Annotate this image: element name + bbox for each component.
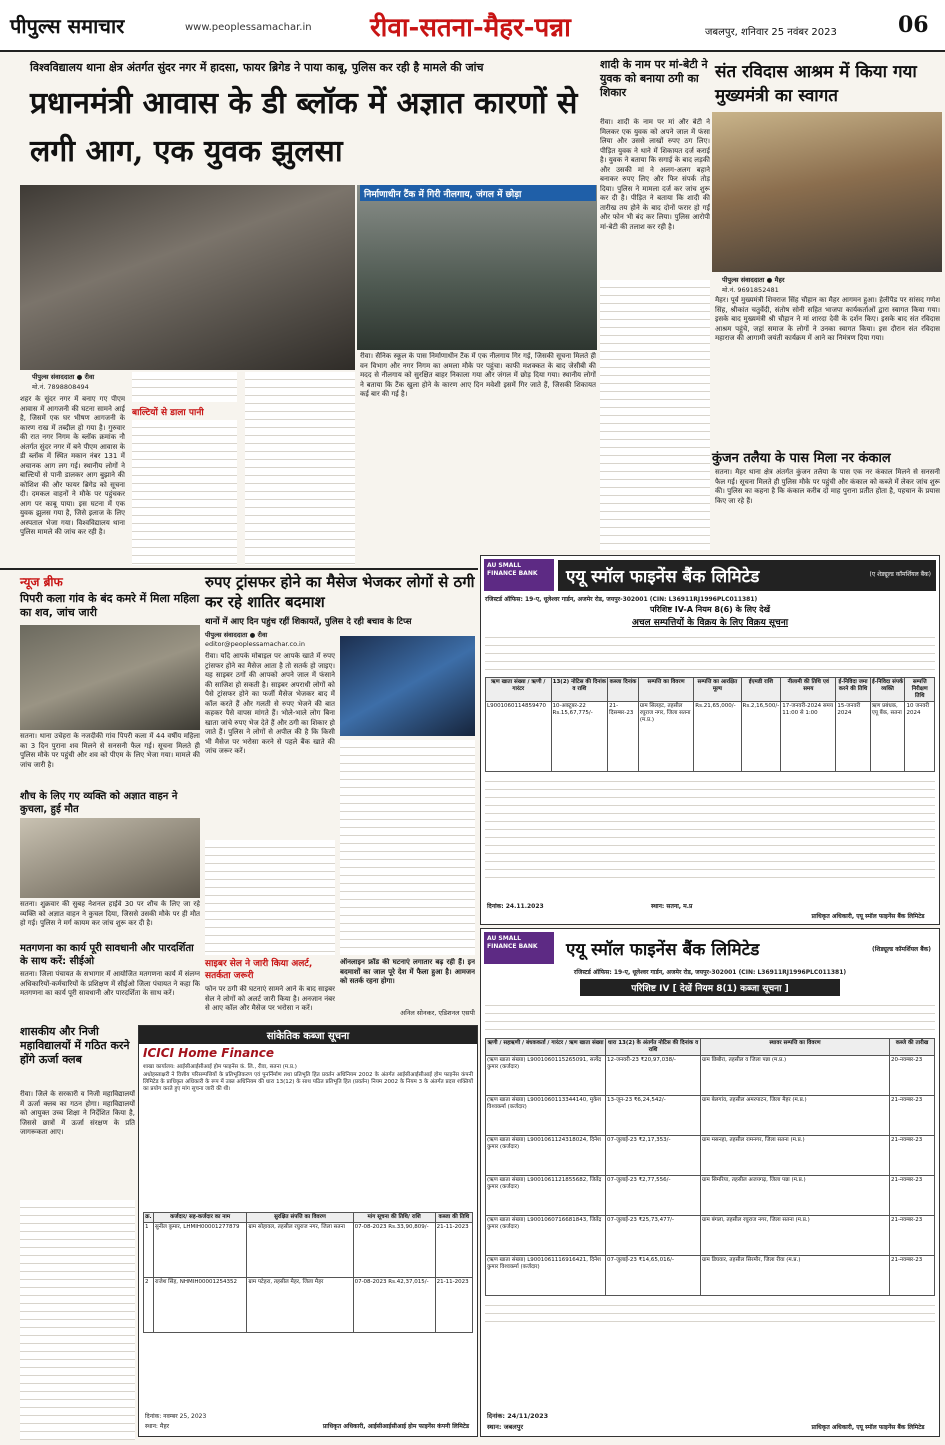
au-col: ई-निविदा संपर्क व्यक्ति bbox=[870, 678, 905, 702]
col3-subhead: कुंजन तलैया के पास मिला नर कंकाल bbox=[712, 451, 891, 466]
col2-body-cont bbox=[600, 280, 710, 550]
cell: ग्राम डिघवार, तहसील सिरमौर, जिला रीवा (म.प्र.) bbox=[701, 1256, 890, 1296]
fraud-body: रीवा। यदि आपके मोबाइल पर आपके खाते में रुपए ट्रांसफर होने का मैसेज आता है तो सतर्क हो जाइए। यह साइबर ठगों की आपको अपने जाल में फंसाने की साजिश हो सकती है। साइबर अपराधी लोगों को पैसे ट्रांसफर होने का फर्जी मैसेज भेजकर बाद में कॉल करते हैं और गलती से रुपए भेजने की बात कहकर पैसे वापस मांगते हैं। भोले-भाले लोग बिना खाता जांचे रुपए भेज देते हैं और ठगी का शिकार हो जाते हैं। पुलिस ने लोगों से अपील की है कि किसी भी मैसेज पर भरोसा करने से पहले बैंक खाते की जांच जरूर करें। bbox=[205, 652, 335, 755]
au2-rule: परिशिष्ट IV [ देखें नियम 8(1) कब्जा सूचना ] bbox=[580, 979, 840, 996]
au-place: स्थान: सतना, म.प्र bbox=[651, 903, 693, 910]
cell: 15-जनवरी 2024 bbox=[836, 702, 870, 772]
au-terms bbox=[485, 774, 935, 879]
cell: 21-नवम्बर-23 bbox=[890, 1136, 935, 1176]
cell: Rs.21,65,000/- bbox=[694, 702, 741, 772]
cell: 21-नवम्बर-23 bbox=[890, 1216, 935, 1256]
dateline: जबलपुर, शनिवार 25 नवंबर 2023 bbox=[705, 27, 837, 38]
au-col: सम्पत्ति निरीक्षण तिथि bbox=[905, 678, 935, 702]
cell: 21-नवम्बर-23 bbox=[890, 1096, 935, 1136]
brief-b2: सतना। शुक्रवार की सुबह नेशनल हाईवे 30 पर शौच के लिए जा रहे व्यक्ति को अज्ञात वाहन ने कुचल दिया, जिससे उसकी मौके पर ही मौत हो गई। पुलिस ने मर्ग कायम कर जांच शुरू कर दी है। bbox=[20, 900, 200, 927]
cell: 07-जुलाई-23 ₹2,77,556/- bbox=[606, 1176, 701, 1216]
au-signoff: प्राधिकृत अधिकारी, एयू स्मॉल फाइनेंस बैंक लिमिटेड bbox=[811, 913, 925, 920]
table-row bbox=[144, 1223, 473, 1278]
au2-place: स्थान: जबलपुर bbox=[487, 1423, 523, 1431]
au-col: ईएमडी राशि bbox=[741, 678, 781, 702]
brief-b4-cont bbox=[20, 1200, 135, 1440]
au2-footer-text bbox=[485, 1298, 935, 1328]
fraud-sub-body: फोन पर ठगी की घटनाएं सामने आने के बाद साइबर सेल ने लोगों को अलर्ट जारी किया है। अनजान नंबर से आए कॉल और मैसेज पर भरोसा न करें। bbox=[205, 985, 335, 1012]
cell: 07-08-2023 Rs.33,90,809/- bbox=[353, 1223, 435, 1278]
icici-table bbox=[143, 1212, 473, 1333]
cell: 07-08-2023 Rs.42,37,015/- bbox=[353, 1278, 435, 1333]
brief-h4: शासकीय और निजी महाविद्यालयों में गठित करने होंगे ऊर्जा क्लब bbox=[20, 1025, 130, 1066]
fraud-quote-by: अनिल सोनकर, एडिशनल एसपी bbox=[400, 1009, 475, 1017]
cell: (ऋण खाता संख्या) L9001061121855682, जितेंद्र कुमार (कर्जदार) bbox=[486, 1176, 606, 1216]
nilgai-body: रीवा। सैनिक स्कूल के पास निर्माणाधीन टैंक में एक नीलगाय गिर गई, जिसकी सूचना मिलते ही वन विभाग और नगर निगम का अमला मौके पर पहुंचा। काफी मशक्कत के बाद जेसीबी की मदद से नीलगाय को सुरक्षित बाहर निकाला गया और जंगल में छोड़ दिया गया। स्थानीय लोगों ने बताया कि टैंक खुला होने के कारण आए दिन मवेशी इसमें गिर जाते हैं, जिसकी शिकायत कई बार की गई है। bbox=[360, 352, 596, 398]
au-col: सम्पत्ति का विवरण bbox=[638, 678, 693, 702]
au-bank-name: एयू स्मॉल फाइनेंस बैंक लिमिटेड bbox=[558, 560, 936, 591]
cell: 1 bbox=[144, 1223, 154, 1278]
fraud-photo bbox=[340, 636, 475, 736]
icici-notice bbox=[138, 1025, 478, 1437]
col3-photo bbox=[712, 112, 942, 272]
au-sale-table bbox=[485, 677, 935, 772]
au2-legal-text bbox=[485, 998, 935, 1036]
fraud-body-col1b bbox=[205, 840, 335, 955]
cell: सुनील कुमार, LHMIH00001277879 bbox=[153, 1223, 246, 1278]
au2-col: स्थावर सम्पत्ति का विवरण bbox=[701, 1039, 890, 1056]
lead-kicker: विश्वविद्यालय थाना क्षेत्र अंतर्गत सुंदर नगर में हादसा, फायर ब्रिगेड ने पाया काबू, पुलिस कर रही है मामले की जांच bbox=[30, 61, 484, 74]
au-col: सम्पत्ति का आरक्षित मूल्य bbox=[694, 678, 741, 702]
col2-headline: शादी के नाम पर मां-बेटी ने युवक को बनाया ठगी का शिकार bbox=[600, 58, 708, 99]
au2-address: रजिस्टर्ड ऑफिस: 19-ए, धूलेश्वर गार्डन, अजमेर रोड, जयपुर-302001 (CIN: L36911RJ1996PLC011381) bbox=[573, 969, 847, 976]
table-row bbox=[486, 1096, 935, 1136]
cell: ग्राम छिबौरा, तहसील व जिला पन्ना (म.प्र.) bbox=[701, 1056, 890, 1096]
au-col: ई-निविदा जमा करने की तिथि bbox=[836, 678, 870, 702]
cell: 21-11-2023 bbox=[435, 1278, 472, 1333]
brief-b1: सतना। थाना उचेहरा के नजदीकी गांव पिपरी कला में 44 वर्षीय महिला का 3 दिन पुराना शव मिलने से सनसनी फैल गई। सूचना मिलते ही पुलिस मौके पर पहुंची और शव को पीएम के लिए भेजा गया। मामले की जांच जारी है। bbox=[20, 732, 200, 769]
icici-logo: ICICI Home Finance bbox=[143, 1046, 275, 1060]
col3-byline: पीपुल्स संवाददाता ● मैहर bbox=[722, 276, 785, 284]
col3-headline: संत रविदास आश्रम में किया गया मुख्यमंत्री का स्वागत bbox=[715, 62, 917, 106]
brief-b4: रीवा। जिले के सरकारी व निजी महाविद्यालयों में ऊर्जा क्लब का गठन होगा। महाविद्यालयों को आयुक्त उच्च शिक्षा ने निर्देशित किया है, जिससे छात्रों में ऊर्जा संरक्षण के प्रति जागरूकता आए। bbox=[20, 1090, 135, 1136]
cell: 20-नवम्बर-23 bbox=[890, 1056, 935, 1096]
icici-col: कब्जा की तिथि bbox=[435, 1213, 472, 1223]
table-row bbox=[486, 1056, 935, 1096]
au-col: नीलामी की तिथि एवं समय bbox=[781, 678, 836, 702]
table-row bbox=[144, 1278, 473, 1333]
cell: ग्राम सिलहट, तहसील रघुराज नगर, जिला सतना (म.प्र.) bbox=[638, 702, 693, 772]
col3-sub-body: सतना। मैहर थाना क्षेत्र अंतर्गत कुंजन तलैया के पास एक नर कंकाल मिलने से सनसनी फैल गई। सूचना मिलते ही पुलिस मौके पर पहुंची और कंकाल को कब्जे में लेकर जांच शुरू की। पुलिस का कहना है कि कंकाल करीब दो माह पुराना प्रतीत होता है, पहचान के प्रयास किए जा रहे हैं। bbox=[715, 468, 940, 505]
icici-col: मांग सूचना की तिथि/ राशि bbox=[353, 1213, 435, 1223]
au2-signoff: प्राधिकृत अधिकारी, एयू स्मॉल फाइनेंस बैंक लिमिटेड bbox=[811, 1424, 925, 1431]
cell: (ऋण खाता संख्या) L9001060115265091, सत्येंद्र कुमार (कर्जदार) bbox=[486, 1056, 606, 1096]
cell: 10 जनवरी 2024 bbox=[905, 702, 935, 772]
site-url[interactable]: www.peoplessamachar.in bbox=[185, 22, 312, 33]
brief-h1: पिपरी कला गांव के बंद कमरे में मिला महिला का शव, जांच जारी bbox=[20, 592, 200, 619]
brief-photo2 bbox=[20, 818, 200, 898]
cell: (ऋण खाता संख्या) L9001060113344140, मुकेश विश्वकर्मा (कर्जदार) bbox=[486, 1096, 606, 1136]
au2-col: कब्जे की तारीख bbox=[890, 1039, 935, 1056]
au2-bank-sub: (शिड्यूल्ड कॉमर्शियल बैंक) bbox=[872, 946, 931, 953]
col3-mobile: मो.नं. 9691852481 bbox=[722, 286, 779, 294]
icici-body: अधोहस्ताक्षरी ने वित्तीय परिसम्पत्तियों के प्रतिभूतिकरण एवं पुनर्निर्माण तथा प्रतिभूति हित प्रवर्तन अधिनियम 2002 के अंतर्गत आईसीआईसीआई होम फाइनेंस कंपनी लिमिटेड के प्राधिकृत अधिकारी के रूप में उक्त अधिनियम की धारा 13(12) के साथ पठित प्रतिभूति हित (प्रवर्तन) नियम 2002 के नियम 3 के अंतर्गत प्रदत्त शक्तियों का प्रयोग करते हुए मांग सूचना जारी की थी। bbox=[143, 1072, 473, 1092]
cell: 21-नवम्बर-23 bbox=[890, 1256, 935, 1296]
fraud-email[interactable]: editor@peoplessamachar.co.in bbox=[205, 640, 305, 648]
au-rule: परिशिष्ट IV-A नियम 8(6) के लिए देखें bbox=[649, 605, 771, 614]
au-col: 13(2) नोटिस की दिनांक व राशि bbox=[551, 678, 608, 702]
cell: 13-जून-23 ₹6,24,542/- bbox=[606, 1096, 701, 1136]
cell: (ऋण खाता संख्या) L9001060716681843, जितेंद्र कुमार (कर्जदार) bbox=[486, 1216, 606, 1256]
lead-body-col2b bbox=[132, 420, 237, 565]
cell: 21-नवम्बर-23 bbox=[890, 1176, 935, 1216]
au-title: अचल सम्पत्तियों के विक्रय के लिए विक्रय सूचना bbox=[631, 618, 789, 628]
fraud-headline: रुपए ट्रांसफर होने का मैसेज भेजकर लोगों से ठगी कर रहे शातिर बदमाश bbox=[205, 573, 475, 611]
table-row bbox=[486, 1216, 935, 1256]
cell: Rs.2,16,500/- bbox=[741, 702, 781, 772]
brief-b3: सतना। जिला पंचायत के सभागार में आयोजित मतगणना कार्य में संलग्न अधिकारियों-कर्मचारियों के प्रशिक्षण में सीईओ जिला पंचायत ने कहा कि मतगणना का कार्य पूरी सावधानी और पारदर्शिता के साथ करें। bbox=[20, 970, 200, 997]
brief-label: न्यूज ब्रीफ bbox=[20, 575, 63, 589]
cell: L9001060114859470 bbox=[486, 702, 552, 772]
cell: (ऋण खाता संख्या) L9001061124318024, दिनेश कुमार (कर्जदार) bbox=[486, 1136, 606, 1176]
au2-date: दिनांक: 24/11/2023 bbox=[487, 1412, 549, 1420]
brief-h2: शौच के लिए गए व्यक्ति को अज्ञात वाहन ने कुचला, हुई मौत bbox=[20, 791, 178, 815]
au-possession-notice bbox=[480, 928, 940, 1437]
lead-subhead: बाल्टियों से डाला पानी bbox=[132, 408, 204, 418]
icici-date: दिनांक: नवम्बर 25, 2023 bbox=[145, 1413, 207, 1420]
cell: 2 bbox=[144, 1278, 154, 1333]
page-number: 06 bbox=[898, 12, 929, 38]
icici-title: सांकेतिक कब्जा सूचना bbox=[139, 1026, 477, 1044]
icici-col: क्र. bbox=[144, 1213, 154, 1223]
au-legal-text bbox=[485, 630, 935, 675]
masthead bbox=[0, 0, 945, 52]
au-sale-notice bbox=[480, 555, 940, 925]
table-row bbox=[486, 702, 935, 772]
divider bbox=[0, 568, 478, 570]
brief-h3: मतगणना का कार्य पूरी सावधानी और पारदर्शिता के साथ करें: सीईओ bbox=[20, 943, 194, 967]
au-col: ऋण खाता संख्या / ऋणी / गारंटर bbox=[486, 678, 552, 702]
au2-table bbox=[485, 1038, 935, 1296]
icici-col: सुरक्षित संपत्ति का विवरण bbox=[247, 1213, 353, 1223]
lead-byline: पीपुल्स संवाददाता ● रीवा bbox=[32, 373, 95, 381]
fraud-body-col2 bbox=[340, 740, 475, 955]
au-logo: AU SMALL FINANCE BANK bbox=[484, 559, 554, 591]
table-row bbox=[486, 1256, 935, 1296]
region-title: रीवा-सतना-मैहर-पन्ना bbox=[370, 13, 571, 43]
cell: 07-जुलाई-23 ₹2,17,353/- bbox=[606, 1136, 701, 1176]
lead-body-col2 bbox=[132, 372, 237, 402]
brief-photo1 bbox=[20, 625, 200, 730]
au2-bank-name: एयू स्मॉल फाइनेंस बैंक लिमिटेड bbox=[566, 939, 760, 960]
lead-body-col3 bbox=[245, 372, 355, 565]
au2-col: ऋणी / सहऋणी / बंधककर्ता / गारंटर / ऋण खाता संख्या bbox=[486, 1039, 606, 1056]
nilgai-caption: निर्माणाधीन टैंक में गिरी नीलगाय, जंगल में छोड़ा bbox=[360, 185, 596, 201]
fraud-quote: ऑनलाइन फ्रॉड की घटनाएं लगातार बढ़ रही हैं। इन बदमाशों का जाल पूरे देश में फैला हुआ है। आमजन को सतर्क रहना होगा। bbox=[340, 958, 475, 985]
cell: ग्राम पटेहरा, तहसील मैहर, जिला मैहर bbox=[247, 1278, 353, 1333]
cell: 10-अक्टूबर-22 Rs.15,67,775/- bbox=[551, 702, 608, 772]
au-bank-sub: (ए शेड्यूल्ड कॉमर्शियल बैंक) bbox=[869, 571, 931, 578]
cell: ग्राम सोहावल, तहसील रघुराज नगर, जिला सतना bbox=[247, 1223, 353, 1278]
table-row bbox=[486, 1176, 935, 1216]
col2-body: रीवा। शादी के नाम पर मां और बेटी ने मिलकर एक युवक को अपने जाल में फंसा लिया और उससे लाखों रुपए ठग लिए। पीड़ित युवक ने थाने में शिकायत दर्ज कराई है। युवक ने बताया कि सगाई के बाद लड़की और उसकी मां ने अलग-अलग बहाने बनाकर रुपए लिए और फिर संपर्क तोड़ दिया। पुलिस ने मामला दर्ज कर जांच शुरू कर दी है। पीड़ित ने बताया कि शादी की तारीख तय होने के बाद दोनों फरार हो गईं और फोन भी बंद कर लिया। पुलिस आरोपी मां-बेटी की तलाश कर रही है। bbox=[600, 118, 710, 231]
au-col: कब्जा दिनांक bbox=[608, 678, 639, 702]
cell: (ऋण खाता संख्या) L9001061116916421, दिनेश कुमार विश्वकर्मा (कर्जदार) bbox=[486, 1256, 606, 1296]
icici-place: स्थान: मैहर bbox=[145, 1423, 170, 1430]
cell: 07-जुलाई-23 ₹25,73,477/- bbox=[606, 1216, 701, 1256]
cell: 21-11-2023 bbox=[435, 1223, 472, 1278]
cell: 21-दिसम्बर-23 bbox=[608, 702, 639, 772]
icici-col: कर्जदार/ सह-कर्जदार का नाम bbox=[153, 1213, 246, 1223]
au2-logo: AU SMALL FINANCE BANK bbox=[484, 932, 554, 964]
cell: ऋण प्रबंधक, एयू बैंक, सतना bbox=[870, 702, 905, 772]
col3-body: मैहर। पूर्व मुख्यमंत्री शिवराज सिंह चौहान का मैहर आगमन हुआ। हेलीपैड पर सांसद गणेश सिंह, श्रीकांत चतुर्वेदी, संतोष सोनी सहित भाजपा कार्यकर्ताओं द्वारा स्वागत किया गया। इसके बाद मुख्यमंत्री श्री चौहान ने मां शारदा देवी के दर्शन किए। इसके बाद संत रविदास आश्रम पहुंचे, जहां समाज के लोगों ने उनका स्वागत किया। इस दौरान संत रविदास महाराज की आगामी जयंती कार्यक्रम में आने का निमंत्रण दिया गया। bbox=[715, 296, 940, 342]
logo: पीपुल्स समाचार bbox=[10, 14, 125, 38]
icici-signoff: प्राधिकृत अधिकारी, आईसीआईसीआई होम फाइनेंस कंपनी लिमिटेड bbox=[322, 1423, 470, 1430]
lead-body-col1: शहर के सुंदर नगर में बनाए गए पीएम आवास में आगजनी की घटना सामने आई है, जिसमें एक घर भीषण आगजनी के कारण राख में तब्दील हो गया है। गुरुवार की रात नगर निगम के ब्लॉक क्रमांक नौ अंतर्गत सुंदर नगर में बने पीएम आवास के डी ब्लॉक में स्थित मकान नंबर 131 में अचानक आग लग गई। स्थानीय लोगों ने बाल्टियों से पानी डालकर आग बुझाने की कोशिश की और फायर ब्रिगेड को सूचना दी। दमकल वाहनों ने मौके पर पहुंचकर आग पर काबू पाया। इस घटना में एक युवक झुलस गया है, जिसे इलाज के लिए अस्पताल भेजा गया। विश्वविद्यालय थाना पुलिस मामले की जांच कर रही है। bbox=[20, 395, 125, 536]
nilgai-photo bbox=[357, 185, 597, 350]
au2-col: धारा 13(2) के अंतर्गत नोटिस की दिनांक व राशि bbox=[606, 1039, 701, 1056]
cell: ग्राम बेलगांव, तहसील अमरपाटन, जिला मैहर (म.प्र.) bbox=[701, 1096, 890, 1136]
cell: ग्राम सिमरिया, तहसील अजयगढ़, जिला पन्ना (म.प्र.) bbox=[701, 1176, 890, 1216]
cell: ग्राम मसनहा, तहसील रामनगर, जिला सतना (म.प्र.) bbox=[701, 1136, 890, 1176]
fraud-subhead: साइबर सेल ने जारी किया अलर्ट, सतर्कता जरूरी bbox=[205, 959, 313, 981]
cell: राजेश सिंह, NHMIH00001254352 bbox=[153, 1278, 246, 1333]
cell: 12-जनवरी-23 ₹20,97,038/- bbox=[606, 1056, 701, 1096]
lead-photo bbox=[20, 185, 355, 370]
fraud-deck: थानों में आए दिन पहुंच रहीं शिकायतें, पुलिस दे रही बचाव के टिप्स bbox=[205, 617, 412, 627]
cell: 07-जुलाई-23 ₹14,65,016/- bbox=[606, 1256, 701, 1296]
lead-mobile: मो.नं. 7898808494 bbox=[32, 383, 89, 391]
au-address: रजिस्टर्ड ऑफिस: 19-ए, धूलेश्वर गार्डन, अजमेर रोड, जयपुर-302001 (CIN: L36911RJ1996PLC011381) bbox=[485, 596, 758, 603]
fraud-byline: पीपुल्स संवाददाता ● रीवा bbox=[205, 631, 268, 639]
lead-headline: प्रधानमंत्री आवास के डी ब्लॉक में अज्ञात कारणों से लगी आग, एक युवक झुलसा bbox=[30, 86, 578, 169]
table-row bbox=[486, 1136, 935, 1176]
cell: ग्राम बंगला, तहसील रघुराज नगर, जिला सतना (म.प्र.) bbox=[701, 1216, 890, 1256]
cell: 17-जनवरी-2024 समय 11:00 से 1:00 bbox=[781, 702, 836, 772]
icici-branch: शाखा कार्यालय: आईसीआईसीआई होम फाइनेंस कं. लि., रीवा, सतना (म.प्र.) bbox=[143, 1064, 297, 1070]
au-date: दिनांक: 24.11.2023 bbox=[487, 903, 544, 910]
